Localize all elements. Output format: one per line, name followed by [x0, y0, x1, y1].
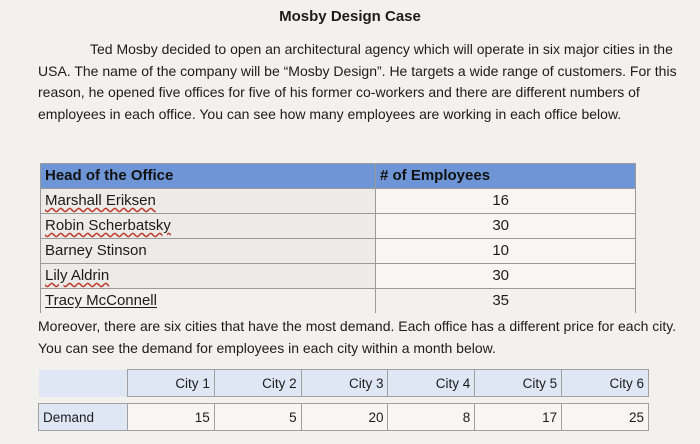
document-title: Mosby Design Case [279, 8, 421, 25]
office-head-name [41, 289, 376, 314]
demand-table-row [39, 404, 649, 431]
demand-table-spacer [39, 397, 649, 404]
office-head-name [41, 239, 376, 264]
office-head-name-text: Marshall Eriksen [45, 192, 156, 209]
demand-table [38, 369, 649, 431]
demand-row-label: Demand [39, 404, 128, 431]
offices-table-header-row [41, 164, 636, 189]
table-row [41, 214, 636, 239]
table-row [41, 239, 636, 264]
office-employee-count: 16 [376, 189, 636, 214]
demand-value: 5 [214, 404, 301, 431]
header-head-of-office: Head of the Office [41, 164, 376, 189]
header-num-employees: # of Employees [376, 164, 636, 189]
demand-value: 20 [301, 404, 388, 431]
offices-table [40, 163, 636, 313]
city-header: City 3 [301, 370, 388, 397]
office-head-name-text: Robin Scherbatsky [45, 217, 171, 234]
office-head-name [41, 264, 376, 289]
city-header: City 2 [214, 370, 301, 397]
demand-value: 8 [388, 404, 475, 431]
demand-value: 25 [562, 404, 649, 431]
table-row [41, 189, 636, 214]
city-header: City 1 [128, 370, 215, 397]
intro-paragraph: Ted Mosby decided to open an architectural agency which will operate in six major cities in the USA. The name of the company will be “Mosby Design”. He targets a wide range of customers. For this reason, he opened five offices for five of his former co-workers and there are different numbers of employees in each office. You can see how many employees are working in each office below. [38, 41, 677, 122]
city-header: City 5 [475, 370, 562, 397]
office-head-name-text: Lily Aldrin [45, 267, 110, 284]
demand-value: 15 [128, 404, 215, 431]
demand-table-header-row [39, 370, 649, 397]
office-head-name-text: Tracy McConnell [45, 292, 157, 309]
office-employee-count: 30 [376, 214, 636, 239]
demand-value: 17 [475, 404, 562, 431]
office-employee-count: 10 [376, 239, 636, 264]
office-employee-count: 35 [376, 289, 636, 314]
office-head-name [41, 214, 376, 239]
demand-intro-paragraph: Moreover, there are six cities that have the most demand. Each office has a different price for each city. You can see the demand for employees in each city within a month below. [38, 318, 677, 356]
table-row [41, 264, 636, 289]
office-employee-count: 30 [376, 264, 636, 289]
table-row [41, 289, 636, 314]
demand-table-corner [39, 370, 128, 397]
city-header: City 4 [388, 370, 475, 397]
office-head-name [41, 189, 376, 214]
office-head-name-text: Barney Stinson [45, 242, 147, 259]
city-header: City 6 [562, 370, 649, 397]
